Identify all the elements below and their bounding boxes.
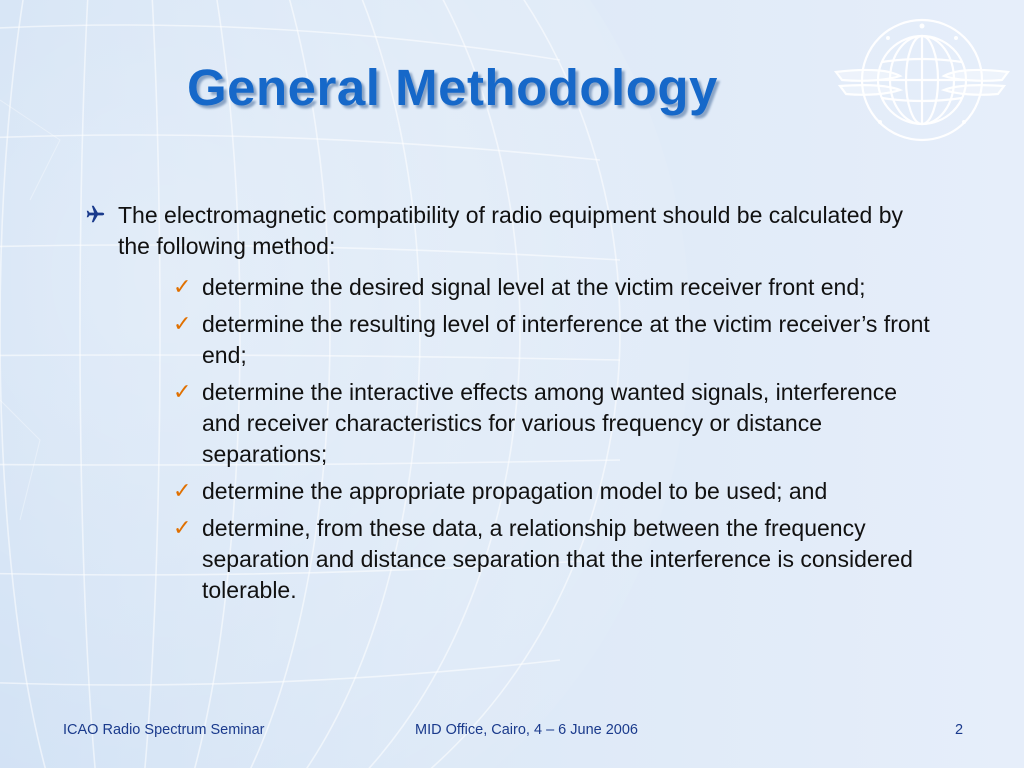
icao-emblem-icon <box>828 10 1016 152</box>
sub-bullet-item <box>163 309 938 371</box>
footer-seminar-name: ICAO Radio Spectrum Seminar <box>63 722 265 738</box>
slide-content <box>78 200 938 612</box>
checkmark-icon: ✓ <box>173 380 192 405</box>
checkmark-icon: ✓ <box>173 479 192 504</box>
sub-bullet-text: determine the interactive effects among wanted signals, interference and receiver characteristics for various frequency or distance separations; <box>202 379 898 467</box>
sub-bullet-text: determine the desired signal level at the victim receiver front end; <box>202 274 866 300</box>
sub-bullet-text: determine the appropriate propagation model to be used; and <box>202 478 828 504</box>
bullet-text: The electromagnetic compatibility of radio equipment should be calculated by the following method: <box>118 202 903 259</box>
checkmark-icon: ✓ <box>173 516 192 541</box>
sub-bullet-item <box>163 377 938 470</box>
bullet-item <box>78 200 938 606</box>
sub-bullet-text: determine, from these data, a relationship between the frequency separation and distance separation that the interference is considered tolerable. <box>202 515 913 603</box>
slide-page-number: 2 <box>955 722 964 738</box>
airplane-icon <box>84 203 106 225</box>
sub-bullet-text: determine the resulting level of interference at the victim receiver’s front end; <box>202 311 930 368</box>
sub-bullet-item <box>163 476 938 507</box>
checkmark-icon: ✓ <box>173 275 192 300</box>
checkmark-icon: ✓ <box>173 312 192 337</box>
sub-bullet-list <box>118 272 938 606</box>
slide-title: General Methodology <box>187 59 718 116</box>
footer-location-date: MID Office, Cairo, 4 – 6 June 2006 <box>415 722 638 738</box>
sub-bullet-item <box>163 272 938 303</box>
sub-bullet-item <box>163 513 938 606</box>
